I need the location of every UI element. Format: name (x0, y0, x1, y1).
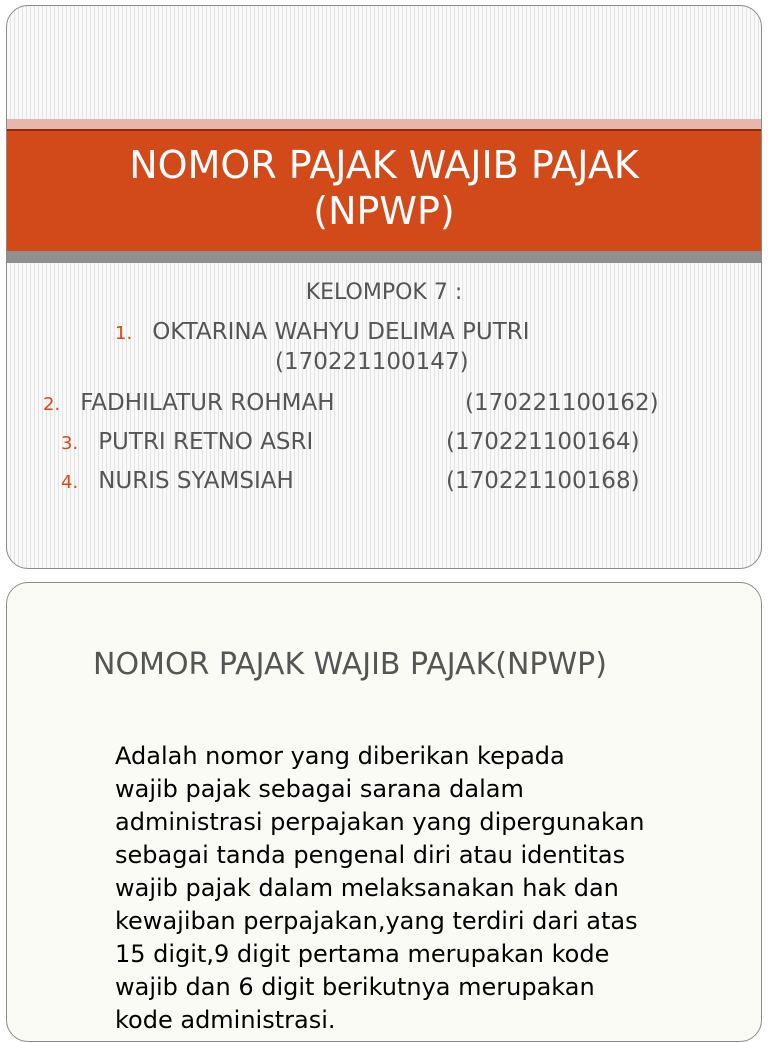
slide-1 (6, 5, 762, 569)
member-name: FADHILATUR ROHMAH (80, 390, 335, 416)
slide-title-line-2: (NPWP) (313, 189, 455, 233)
member-item (61, 427, 313, 459)
member-number: 1. (115, 323, 133, 344)
group-label: KELOMPOK 7 : (305, 280, 463, 305)
member-item (61, 466, 294, 498)
member-name: OKTARINA WAHYU DELIMA PUTRI (152, 319, 530, 345)
title-band-light (7, 119, 761, 129)
member-number: 2. (43, 394, 61, 415)
member-number: 4. (61, 472, 79, 493)
slide-title (7, 142, 761, 234)
member-item (115, 317, 530, 349)
slide-2 (6, 582, 762, 1042)
slide-title-line-1: NOMOR PAJAK WAJIB PAJAK (129, 143, 639, 187)
member-code: (170221100164) (446, 429, 640, 455)
member-name: PUTRI RETNO ASRI (98, 429, 314, 455)
member-code: (170221100162) (465, 390, 659, 416)
member-code: (170221100147) (275, 349, 469, 375)
member-code: (170221100168) (446, 468, 640, 494)
member-name: NURIS SYAMSIAH (98, 468, 294, 494)
title-band-shadow (7, 251, 761, 263)
member-item (43, 388, 335, 420)
definition-body: Adalah nomor yang diberikan kepada wajib pajak sebagai sarana dalam administrasi perpajakan yang dipergunakan sebagai tanda pengenal diri atau identitas wajib pajak dalam melaksanakan hak dan kewajiban perpajakan,yang terdiri dari atas 15 digit,9 digit pertama merupakan kode wajib dan 6 digit berikutnya merupakan kode administrasi. (115, 742, 645, 1034)
definition-title: NOMOR PAJAK WAJIB PAJAK(NPWP) (93, 647, 607, 682)
member-number: 3. (61, 433, 79, 454)
